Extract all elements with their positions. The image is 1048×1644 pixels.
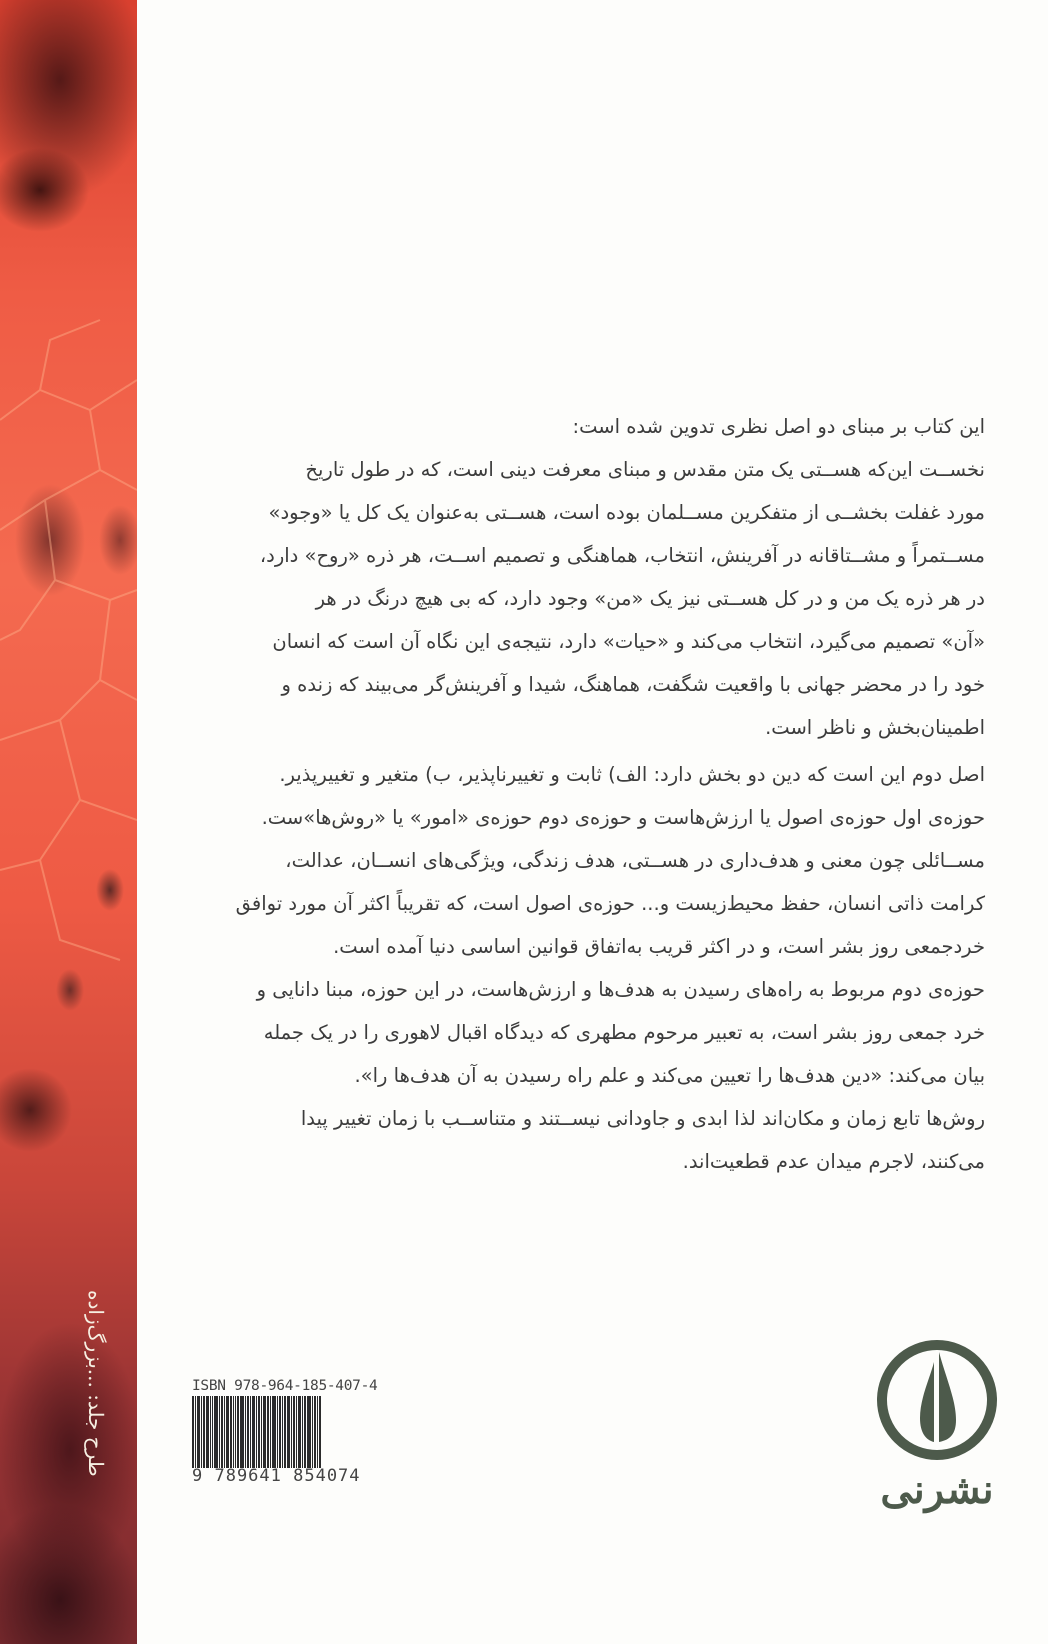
blurb-line: خرد جمعی روز بشر است، به تعبیر مرحوم مطهری که دیدگاه اقبال لاهوری را در یک جمله	[263, 1021, 985, 1044]
blurb-line: کرامت ذاتی انسان، حفظ محیط‌زیست و... حوزه‌ی اصول است، که تقریباً اکثر آن مورد توافق	[235, 892, 985, 915]
blurb-line: نخســت این‌که هســتی یک متن مقدس و مبنای معرفت دینی است، که در طول تاریخ	[305, 458, 985, 481]
blurb-line: اطمینان‌بخش و ناظر است.	[765, 716, 985, 739]
isbn-label: ISBN 978-964-185-407-4	[192, 1378, 378, 1394]
leaf-vein-texture	[0, 300, 137, 1000]
blurb-line: مورد غفلت بخشــی از متفکرین مســلمان بوده است، هســتی به‌عنوان یک کل یا «وجود»	[268, 501, 985, 524]
blurb-line: در هر ذره یک من و در کل هســتی نیز یک «من» وجود دارد، که بی هیچ درنگ در هر	[315, 587, 985, 610]
cover-spine-strip	[0, 0, 137, 1644]
blurb-line: خردجمعی روز بشر است، و در اکثر قریب به‌اتفاق قوانین اساسی دنیا آمده است.	[333, 935, 985, 958]
cover-designer-credit: طرح جلد: ...بزرگ‌زاده	[84, 1290, 108, 1477]
blurb-line: روش‌ها تابع زمان و مکان‌اند لذا ابدی و جاودانی نیســتند و متناســب با زمان تغییر پیدا	[300, 1107, 985, 1130]
nashr-e-ney-leaf-icon	[872, 1338, 1002, 1462]
blurb-line: مســائلی چون معنی و هدف‌داری در هســتی، هدف زندگی، ویژگی‌های انســان، عدالت،	[285, 849, 985, 872]
blurb-line: حوزه‌ی دوم مربوط به راه‌های رسیدن به هدف‌ها و ارزش‌هاست، در این حوزه، مبنا دانایی و	[256, 978, 985, 1001]
back-cover-blurb	[195, 405, 985, 1183]
isbn-digits: 9 789641 854074	[192, 1466, 361, 1486]
isbn-barcode-block	[192, 1378, 382, 1486]
blurb-line: خود را در محضر جهانی با واقعیت شگفت، هماهنگ، شیدا و آفرینش‌گر می‌بیند که زنده و	[281, 673, 985, 696]
publisher-name: نشرنی	[880, 1466, 994, 1513]
barcode-icon	[192, 1396, 382, 1468]
blurb-line: «آن» تصمیم می‌گیرد، انتخاب می‌کند و «حیات» دارد، نتیجه‌ی این نگاه آن است که انسان	[272, 630, 985, 653]
blurb-line: اصل دوم این است که دین دو بخش دارد: الف) ثابت و تغییرناپذیر، ب) متغیر و تغییرپذیر.	[279, 763, 985, 786]
blurb-line: حوزه‌ی اول حوزه‌ی اصول یا ارزش‌هاست و حوزه‌ی دوم حوزه‌ی «امور» یا «روش‌ها»ست.	[261, 806, 985, 829]
blurb-line: بیان می‌کند: «دین هدف‌ها را تعیین می‌کند و علم راه رسیدن به آن هدف‌ها را».	[354, 1064, 985, 1087]
blurb-line: می‌کنند، لاجرم میدان عدم قطعیت‌اند.	[682, 1150, 985, 1173]
publisher-logo	[872, 1338, 1002, 1513]
blurb-line: مســتمراً و مشــتاقانه در آفرینش، انتخاب، هماهنگی و تصمیم اســت، هر ذره «روح» دارد،	[259, 544, 985, 567]
blurb-line: این کتاب بر مبنای دو اصل نظری تدوین شده است:	[572, 415, 985, 438]
